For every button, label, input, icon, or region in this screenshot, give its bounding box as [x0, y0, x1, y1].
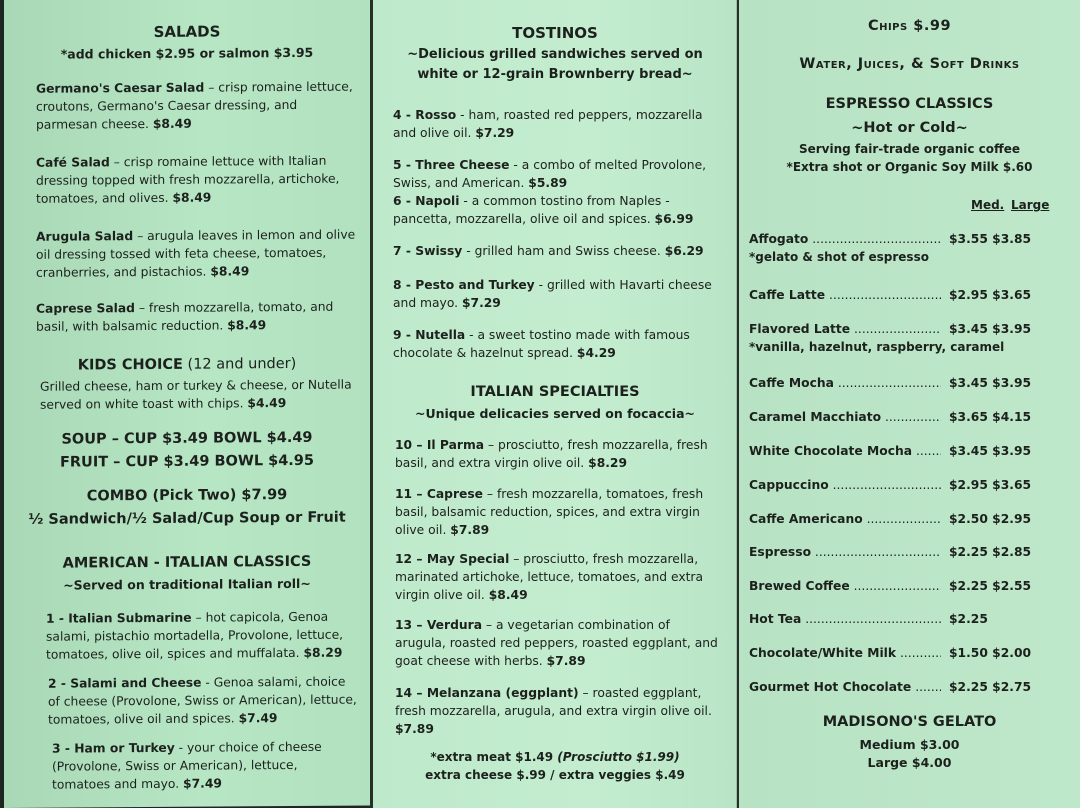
menu-panel-left — [4, 0, 370, 808]
italian-item: 14 – Melanzana (eggplant) – roasted eggplant, fresh mozzarella, arugula, and extra virgin olive oil. $7.89 — [395, 686, 712, 736]
soup-line: SOUP – CUP $3.49 BOWL $4.49 — [61, 429, 313, 448]
american-subtitle: ~Served on traditional Italian roll~ — [63, 575, 311, 593]
italian-item: 10 – Il Parma – prosciutto, fresh mozzarella, fresh basil, and extra virgin olive oil. $8.29 — [395, 438, 708, 470]
tostino-item: 4 - Rosso - ham, roasted red peppers, mozzarella and olive oil. $7.29 — [393, 108, 703, 140]
drink-note: *vanilla, hazelnut, raspberry, caramel — [749, 340, 1005, 354]
gelato-title: MADISONO'S GELATO — [822, 714, 997, 730]
col-header-med: Med. — [971, 198, 1005, 212]
drink-row: Caffe Latte ..... $2.95 $3.65 — [749, 288, 1059, 302]
espresso-note: *Extra shot or Organic Soy Milk $.60 — [786, 160, 1033, 174]
italian-subtitle: ~Unique delicacies served on focaccia~ — [414, 406, 696, 421]
italian-item: 13 – Verdura – a vegetarian combination of arugula, roasted red peppers, roasted eggplant, and goat cheese with herbs. $7.89 — [395, 618, 718, 668]
salads-addon: *add chicken $2.95 or salmon $3.95 — [60, 44, 314, 62]
combo-line: COMBO (Pick Two) $7.99 — [86, 487, 288, 505]
extra-meat: *extra meat $1.49 (Prosciutto $1.99) — [430, 750, 680, 764]
drink-row: Chocolate/White Milk ..... $1.50 $2.00 — [749, 646, 1059, 660]
drink-row: Flavored Latte ..... $3.45 $3.95 — [749, 322, 1059, 336]
tostinos-subtitle: ~Delicious grilled sandwiches served on white or 12-grain Brownberry bread~ — [407, 47, 703, 82]
american-item: 1 - Italian Submarine – hot capicola, Genoa salami, pistachio mortadella, Provolone, lettuce, tomatoes, olive oil, spices and muffalata. $8.29 — [46, 609, 344, 662]
salad-item: Caprese Salad – fresh mozzarella, tomato, and basil, with balsamic reduction. $8.49 — [36, 299, 334, 334]
tostino-item: 7 - Swissy - grilled ham and Swiss cheese. $6.29 — [393, 244, 704, 258]
espresso-note: Serving fair-trade organic coffee — [798, 142, 1021, 156]
gelato-medium: Medium $3.00 — [859, 737, 960, 752]
tostinos-title: TOSTINOS — [512, 24, 598, 42]
american-item: 2 - Salami and Cheese - Genoa salami, choice of cheese (Provolone, Swiss or American), lettuce, tomatoes, olive oil and spices. $7.49 — [48, 674, 357, 727]
tostino-item: 9 - Nutella - a sweet tostino made with famous chocolate & hazelnut spread. $4.29 — [393, 328, 690, 360]
drink-row: White Chocolate Mocha ..... $3.45 $3.95 — [749, 444, 1059, 458]
american-item: 3 - Ham or Turkey - your choice of cheese (Provolone, Swiss or American), lettuce, tomatoes and mayo. $7.49 — [52, 739, 322, 792]
salads-title: SALADS — [153, 22, 221, 41]
drink-note: *gelato & shot of espresso — [749, 250, 929, 264]
salad-item: Arugula Salad – arugula leaves in lemon and olive oil dressing tossed with feta cheese, tomatoes, cranberries, and pistachios. $8.49 — [36, 227, 356, 280]
tostino-item: 6 - Napoli - a common tostino from Naples - pancetta, mozzarella, olive oil and spices. $6.99 — [393, 194, 694, 226]
combo-sub: ½ Sandwich/½ Salad/Cup Soup or Fruit — [28, 509, 346, 528]
menu-panel-middle — [373, 0, 737, 808]
american-title: AMERICAN - ITALIAN CLASSICS — [62, 553, 312, 572]
kids-title: KIDS CHOICE (12 and under) — [77, 355, 297, 374]
drink-row: Cappuccino ..... $2.95 $3.65 — [749, 478, 1059, 492]
drinks-line: Water, Juices, & Soft Drinks — [799, 56, 1020, 72]
drink-row: Caffe Americano ..... $2.50 $2.95 — [749, 512, 1059, 526]
col-header-large: Large — [1011, 198, 1050, 212]
espresso-title: ESPRESSO CLASSICS — [825, 96, 994, 112]
gelato-large: Large $4.00 — [867, 755, 952, 770]
chips-line: Chips $.99 — [867, 18, 952, 34]
drink-row: Brewed Coffee ..... $2.25 $2.55 — [749, 579, 1059, 593]
drink-row: Affogato ..... $3.55 $3.85 — [749, 232, 1059, 246]
drink-row: Caffe Mocha ..... $3.45 $3.95 — [749, 376, 1059, 390]
kids-desc: Grilled cheese, ham or turkey & cheese, or Nutella served on white toast with chips. $4.49 — [40, 377, 352, 412]
tostino-item: 8 - Pesto and Turkey - grilled with Havarti cheese and mayo. $7.29 — [393, 278, 712, 310]
tostino-item: 5 - Three Cheese - a combo of melted Provolone, Swiss, and American. $5.89 — [393, 158, 707, 190]
italian-item: 11 – Caprese – fresh mozzarella, tomatoes, fresh basil, balsamic reduction, spices, and extra virgin olive oil. $7.89 — [395, 487, 704, 537]
drink-row: Caramel Macchiato ..... $3.65 $4.15 — [749, 410, 1059, 424]
italian-item: 12 – May Special – prosciutto, fresh mozzarella, marinated artichoke, lettuce, tomatoes, and extra virgin olive oil. $8.49 — [395, 552, 704, 602]
drink-row: Espresso ..... $2.25 $2.85 — [749, 545, 1059, 559]
italian-title: ITALIAN SPECIALTIES — [470, 384, 640, 400]
extras-line: extra cheese $.99 / extra veggies $.49 — [425, 768, 685, 782]
menu-panel-right — [739, 0, 1080, 808]
drink-row: Gourmet Hot Chocolate ..... $2.25 $2.75 — [749, 680, 1059, 694]
espresso-subtitle: ~Hot or Cold~ — [851, 120, 968, 136]
salad-item: Café Salad – crisp romaine lettuce with Italian dressing topped with fresh mozzarella, artichoke, tomatoes, and olives. $8.49 — [36, 153, 340, 206]
salad-item: Germano's Caesar Salad – crisp romaine lettuce, croutons, Germano's Caesar dressing, and parmesan cheese. $8.49 — [36, 79, 353, 132]
fruit-line: FRUIT – CUP $3.49 BOWL $4.95 — [59, 452, 314, 471]
drink-row: Hot Tea ..... $2.25 — [749, 612, 1059, 626]
